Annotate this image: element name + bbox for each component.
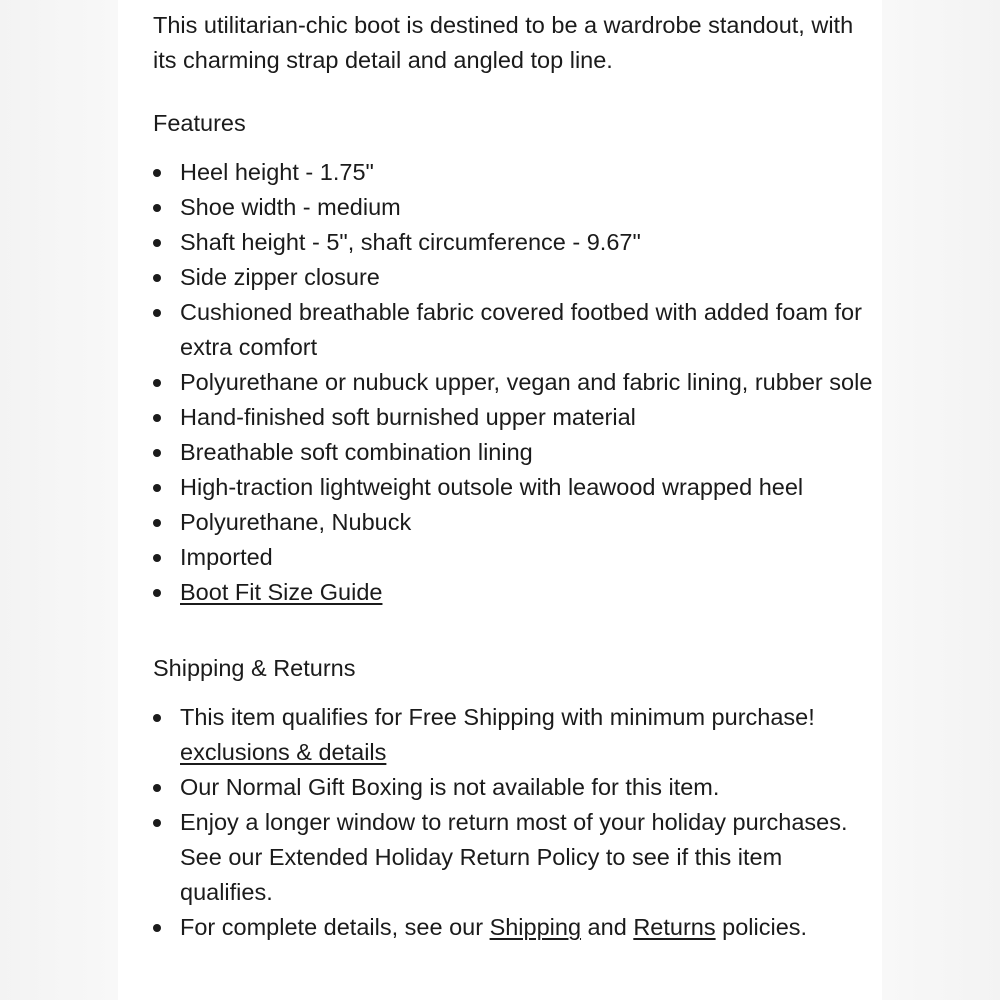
shipping-item bbox=[153, 700, 873, 770]
bullet-icon bbox=[153, 819, 161, 827]
bullet-icon bbox=[153, 274, 161, 282]
bullet-icon bbox=[153, 714, 161, 722]
bullet-icon bbox=[153, 554, 161, 562]
feature-text: Side zipper closure bbox=[180, 264, 380, 290]
free-shipping-text: This item qualifies for Free Shipping with minimum purchase! bbox=[180, 704, 815, 730]
shipping-returns-list bbox=[153, 700, 873, 945]
policies-suffix-text: policies. bbox=[715, 914, 808, 940]
feature-text: Cushioned breathable fabric covered footbed with added foam for extra comfort bbox=[180, 299, 862, 360]
feature-text: Imported bbox=[180, 544, 273, 570]
bullet-icon bbox=[153, 204, 161, 212]
policies-prefix-text: For complete details, see our bbox=[180, 914, 490, 940]
shipping-item bbox=[153, 910, 873, 945]
feature-text: Shoe width - medium bbox=[180, 194, 401, 220]
feature-text: Breathable soft combination lining bbox=[180, 439, 533, 465]
bullet-icon bbox=[153, 169, 161, 177]
holiday-return-text: Enjoy a longer window to return most of your holiday purchases. See our Extended Holiday Return Policy to see if this item qualifies. bbox=[180, 809, 848, 905]
bullet-icon bbox=[153, 519, 161, 527]
feature-item bbox=[153, 260, 873, 295]
bullet-icon bbox=[153, 379, 161, 387]
feature-text: Shaft height - 5", shaft circumference - 9.67" bbox=[180, 229, 641, 255]
bullet-icon bbox=[153, 239, 161, 247]
exclusions-details-link[interactable]: exclusions & details bbox=[180, 739, 387, 765]
feature-item bbox=[153, 365, 873, 400]
feature-item bbox=[153, 540, 873, 575]
feature-item bbox=[153, 575, 873, 610]
and-text: and bbox=[581, 914, 634, 940]
shipping-policy-link[interactable]: Shipping bbox=[489, 914, 582, 940]
feature-item bbox=[153, 505, 873, 540]
feature-item bbox=[153, 435, 873, 470]
feature-item bbox=[153, 295, 873, 365]
product-intro: This utilitarian-chic boot is destined to be a wardrobe standout, with its charming strap detail and angled top line. bbox=[153, 12, 854, 73]
feature-text: High-traction lightweight outsole with leawood wrapped heel bbox=[180, 474, 804, 500]
shipping-item bbox=[153, 770, 873, 805]
feature-item bbox=[153, 225, 873, 260]
bullet-icon bbox=[153, 484, 161, 492]
feature-text: Heel height - 1.75" bbox=[180, 159, 374, 185]
product-description bbox=[153, 8, 873, 945]
features-list bbox=[153, 155, 873, 610]
bullet-icon bbox=[153, 449, 161, 457]
bullet-icon bbox=[153, 589, 161, 597]
bullet-icon bbox=[153, 924, 161, 932]
boot-fit-size-guide-link[interactable]: Boot Fit Size Guide bbox=[180, 579, 383, 605]
features-heading: Features bbox=[153, 110, 246, 136]
feature-text: Hand-finished soft burnished upper material bbox=[180, 404, 636, 430]
shipping-returns-heading: Shipping & Returns bbox=[153, 655, 356, 681]
gift-boxing-text: Our Normal Gift Boxing is not available for this item. bbox=[180, 774, 720, 800]
feature-item bbox=[153, 400, 873, 435]
bullet-icon bbox=[153, 309, 161, 317]
returns-policy-link[interactable]: Returns bbox=[633, 914, 716, 940]
bullet-icon bbox=[153, 784, 161, 792]
feature-text: Polyurethane, Nubuck bbox=[180, 509, 412, 535]
feature-text: Polyurethane or nubuck upper, vegan and fabric lining, rubber sole bbox=[180, 369, 873, 395]
shipping-item bbox=[153, 805, 873, 910]
feature-item bbox=[153, 470, 873, 505]
feature-item bbox=[153, 190, 873, 225]
feature-item bbox=[153, 155, 873, 190]
bullet-icon bbox=[153, 414, 161, 422]
